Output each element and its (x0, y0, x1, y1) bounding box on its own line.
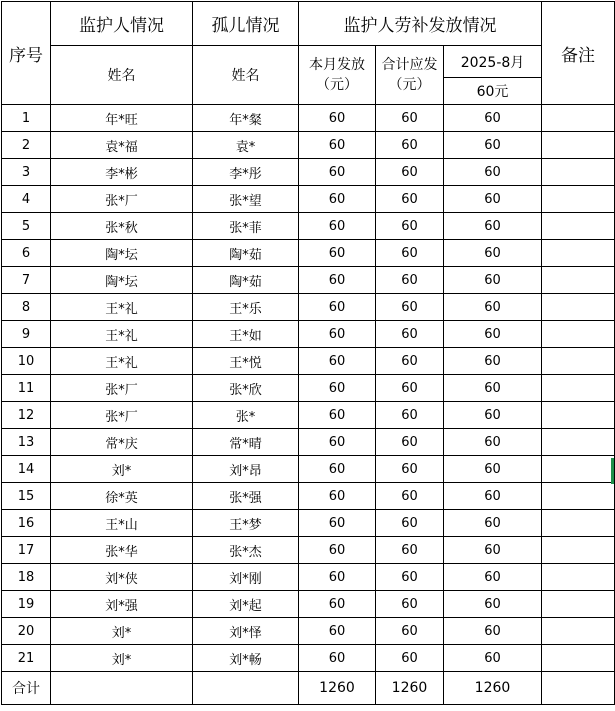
month-amount-cell[interactable]: 60 (444, 186, 542, 213)
orphan-name-cell[interactable]: 李*彤 (193, 159, 299, 186)
orphan-name-cell[interactable]: 王*梦 (193, 510, 299, 537)
month-amount-cell[interactable]: 60 (444, 510, 542, 537)
remark-cell[interactable] (542, 213, 615, 240)
total-issued-cell[interactable]: 1260 (299, 672, 376, 705)
total-month-cell[interactable]: 1260 (444, 672, 542, 705)
this-month-amount-cell[interactable]: 60 (299, 456, 376, 483)
remark-cell[interactable] (542, 267, 615, 294)
month-amount-cell[interactable]: 60 (444, 132, 542, 159)
table-row (2, 564, 615, 591)
seq-cell[interactable]: 14 (2, 456, 51, 483)
this-month-amount-cell[interactable]: 60 (299, 321, 376, 348)
guardian-name-cell[interactable]: 王*礼 (51, 348, 193, 375)
subsidy-table (1, 1, 615, 705)
seq-cell[interactable]: 8 (2, 294, 51, 321)
month-header[interactable]: 2025-8月 (444, 46, 542, 78)
orphan-name-cell[interactable]: 刘*刚 (193, 564, 299, 591)
remark-cell[interactable] (542, 483, 615, 510)
seq-cell[interactable]: 3 (2, 159, 51, 186)
month-amount-cell[interactable]: 60 (444, 618, 542, 645)
month-amount-cell[interactable]: 60 (444, 267, 542, 294)
guardian-name-cell[interactable]: 张*厂 (51, 375, 193, 402)
seq-cell[interactable]: 6 (2, 240, 51, 267)
orphan-name-cell[interactable]: 张*欣 (193, 375, 299, 402)
month-amount-cell[interactable]: 60 (444, 483, 542, 510)
month-amount-cell[interactable]: 60 (444, 159, 542, 186)
orphan-name-cell[interactable]: 刘*怿 (193, 618, 299, 645)
orphan-name-cell[interactable]: 王*如 (193, 321, 299, 348)
this-month-amount-cell[interactable]: 60 (299, 591, 376, 618)
subsidy-group-header[interactable]: 监护人劳补发放情况 (299, 2, 542, 46)
month-amount-cell[interactable]: 60 (444, 537, 542, 564)
guardian-name-cell[interactable]: 刘*强 (51, 591, 193, 618)
guardian-name-cell[interactable]: 王*山 (51, 510, 193, 537)
table-row (2, 240, 615, 267)
remark-cell[interactable] (542, 294, 615, 321)
header-row-1 (2, 2, 615, 46)
month-amount-cell[interactable]: 60 (444, 564, 542, 591)
guardian-name-cell[interactable]: 李*彬 (51, 159, 193, 186)
guardian-name-cell[interactable]: 刘* (51, 645, 193, 672)
table-row (2, 132, 615, 159)
guardian-name-cell[interactable]: 张*华 (51, 537, 193, 564)
guardian-name-cell[interactable]: 袁*福 (51, 132, 193, 159)
remark-cell[interactable] (542, 456, 615, 483)
guardian-name-cell[interactable]: 陶*坛 (51, 267, 193, 294)
seq-cell[interactable]: 1 (2, 105, 51, 132)
this-month-amount-cell[interactable]: 60 (299, 402, 376, 429)
orphan-name-cell[interactable]: 张*菲 (193, 213, 299, 240)
total-row (2, 672, 615, 705)
total-due-cell[interactable]: 60 (376, 537, 444, 564)
this-month-amount-cell[interactable]: 60 (299, 294, 376, 321)
table-row (2, 294, 615, 321)
total-guardian-cell[interactable] (51, 672, 193, 705)
month-amount-cell[interactable]: 60 (444, 645, 542, 672)
this-month-amount-cell[interactable]: 60 (299, 186, 376, 213)
total-due-cell[interactable]: 60 (376, 159, 444, 186)
this-month-amount-cell[interactable]: 60 (299, 348, 376, 375)
guardian-name-cell[interactable]: 张*秋 (51, 213, 193, 240)
this-month-amount-cell[interactable]: 60 (299, 618, 376, 645)
month-amount-cell[interactable]: 60 (444, 591, 542, 618)
guardian-name-header[interactable]: 姓名 (51, 46, 193, 105)
total-due-header[interactable]: 合计应发（元） (376, 46, 444, 105)
month-amount-cell[interactable]: 60 (444, 321, 542, 348)
guardian-name-cell[interactable]: 陶*坛 (51, 240, 193, 267)
table-row (2, 159, 615, 186)
table-row (2, 429, 615, 456)
table-row (2, 483, 615, 510)
remark-cell[interactable] (542, 537, 615, 564)
guardian-group-header[interactable]: 监护人情况 (51, 2, 193, 46)
table-row (2, 510, 615, 537)
guardian-name-cell[interactable]: 徐*英 (51, 483, 193, 510)
seq-cell[interactable]: 9 (2, 321, 51, 348)
month-amount-cell[interactable]: 60 (444, 429, 542, 456)
month-amount-header[interactable]: 60元 (444, 78, 542, 105)
total-due-cell[interactable]: 60 (376, 375, 444, 402)
table-row (2, 537, 615, 564)
total-due-cell[interactable]: 60 (376, 348, 444, 375)
total-due-cell[interactable]: 60 (376, 456, 444, 483)
orphan-name-cell[interactable]: 张*强 (193, 483, 299, 510)
total-due-cell[interactable]: 60 (376, 240, 444, 267)
total-due-cell[interactable]: 60 (376, 294, 444, 321)
selection-marker (611, 458, 614, 484)
table-row (2, 105, 615, 132)
guardian-name-cell[interactable]: 刘*侠 (51, 564, 193, 591)
total-due-cell[interactable]: 60 (376, 429, 444, 456)
seq-cell[interactable]: 20 (2, 618, 51, 645)
orphan-name-cell[interactable]: 刘*昂 (193, 456, 299, 483)
table-row (2, 645, 615, 672)
this-month-amount-cell[interactable]: 60 (299, 240, 376, 267)
table-row (2, 186, 615, 213)
this-month-header[interactable]: 本月发放（元） (299, 46, 376, 105)
remark-cell[interactable] (542, 321, 615, 348)
remark-cell[interactable] (542, 402, 615, 429)
remark-cell[interactable] (542, 618, 615, 645)
seq-cell[interactable]: 15 (2, 483, 51, 510)
orphan-name-cell[interactable]: 年*粲 (193, 105, 299, 132)
total-due-cell[interactable]: 60 (376, 564, 444, 591)
month-amount-cell[interactable]: 60 (444, 240, 542, 267)
table-row (2, 375, 615, 402)
orphan-name-cell[interactable]: 张* (193, 402, 299, 429)
guardian-name-cell[interactable]: 刘* (51, 618, 193, 645)
seq-cell[interactable]: 12 (2, 402, 51, 429)
this-month-amount-cell[interactable]: 60 (299, 159, 376, 186)
total-due-cell[interactable]: 60 (376, 132, 444, 159)
guardian-name-cell[interactable]: 常*庆 (51, 429, 193, 456)
month-amount-cell[interactable]: 60 (444, 213, 542, 240)
total-due-cell[interactable]: 60 (376, 267, 444, 294)
orphan-name-cell[interactable]: 刘*畅 (193, 645, 299, 672)
orphan-name-header[interactable]: 姓名 (193, 46, 299, 105)
month-amount-cell[interactable]: 60 (444, 294, 542, 321)
total-due-cell[interactable]: 60 (376, 510, 444, 537)
remark-header[interactable]: 备注 (542, 2, 615, 105)
table-row (2, 402, 615, 429)
seq-cell[interactable]: 13 (2, 429, 51, 456)
orphan-name-cell[interactable]: 张*望 (193, 186, 299, 213)
this-month-amount-cell[interactable]: 60 (299, 213, 376, 240)
orphan-name-cell[interactable]: 刘*起 (193, 591, 299, 618)
total-due-cell[interactable]: 60 (376, 186, 444, 213)
this-month-amount-cell[interactable]: 60 (299, 483, 376, 510)
guardian-name-cell[interactable]: 张*厂 (51, 402, 193, 429)
total-due-cell[interactable]: 60 (376, 321, 444, 348)
seq-cell[interactable]: 18 (2, 564, 51, 591)
table-row (2, 348, 615, 375)
guardian-name-cell[interactable]: 刘* (51, 456, 193, 483)
total-due-cell[interactable]: 60 (376, 402, 444, 429)
orphan-name-cell[interactable]: 王*悦 (193, 348, 299, 375)
seq-cell[interactable]: 16 (2, 510, 51, 537)
guardian-name-cell[interactable]: 王*礼 (51, 321, 193, 348)
orphan-name-cell[interactable]: 王*乐 (193, 294, 299, 321)
remark-cell[interactable] (542, 132, 615, 159)
month-amount-cell[interactable]: 60 (444, 375, 542, 402)
orphan-name-cell[interactable]: 张*杰 (193, 537, 299, 564)
seq-cell[interactable]: 5 (2, 213, 51, 240)
remark-cell[interactable] (542, 645, 615, 672)
remark-cell[interactable] (542, 348, 615, 375)
this-month-amount-cell[interactable]: 60 (299, 267, 376, 294)
this-month-amount-cell[interactable]: 60 (299, 537, 376, 564)
total-due-cell[interactable]: 60 (376, 105, 444, 132)
seq-cell[interactable]: 11 (2, 375, 51, 402)
this-month-amount-cell[interactable]: 60 (299, 510, 376, 537)
total-due-cell[interactable]: 60 (376, 213, 444, 240)
orphan-name-cell[interactable]: 陶*茹 (193, 267, 299, 294)
table-row (2, 591, 615, 618)
orphan-name-cell[interactable]: 常*晴 (193, 429, 299, 456)
orphan-name-cell[interactable]: 陶*茹 (193, 240, 299, 267)
this-month-amount-cell[interactable]: 60 (299, 105, 376, 132)
total-due-cell[interactable]: 60 (376, 618, 444, 645)
remark-cell[interactable] (542, 105, 615, 132)
this-month-amount-cell[interactable]: 60 (299, 429, 376, 456)
seq-cell[interactable]: 19 (2, 591, 51, 618)
table-row (2, 321, 615, 348)
table-row (2, 618, 615, 645)
this-month-amount-cell[interactable]: 60 (299, 132, 376, 159)
seq-cell[interactable]: 17 (2, 537, 51, 564)
total-label[interactable]: 合计 (2, 672, 51, 705)
remark-cell[interactable] (542, 564, 615, 591)
seq-cell[interactable]: 10 (2, 348, 51, 375)
remark-cell[interactable] (542, 159, 615, 186)
total-due-cell[interactable]: 60 (376, 645, 444, 672)
month-amount-cell[interactable]: 60 (444, 402, 542, 429)
orphan-group-header[interactable]: 孤儿情况 (193, 2, 299, 46)
table-row (2, 456, 615, 483)
guardian-name-cell[interactable]: 年*旺 (51, 105, 193, 132)
guardian-name-cell[interactable]: 王*礼 (51, 294, 193, 321)
table-row (2, 267, 615, 294)
month-amount-cell[interactable]: 60 (444, 105, 542, 132)
month-amount-cell[interactable]: 60 (444, 348, 542, 375)
total-orphan-cell[interactable] (193, 672, 299, 705)
seq-cell[interactable]: 7 (2, 267, 51, 294)
remark-cell[interactable] (542, 591, 615, 618)
seq-cell[interactable]: 21 (2, 645, 51, 672)
remark-cell[interactable] (542, 186, 615, 213)
seq-header[interactable]: 序号 (2, 2, 51, 105)
guardian-name-cell[interactable]: 张*厂 (51, 186, 193, 213)
this-month-amount-cell[interactable]: 60 (299, 564, 376, 591)
remark-cell[interactable] (542, 375, 615, 402)
remark-cell[interactable] (542, 510, 615, 537)
seq-cell[interactable]: 2 (2, 132, 51, 159)
orphan-name-cell[interactable]: 袁* (193, 132, 299, 159)
this-month-amount-cell[interactable]: 60 (299, 375, 376, 402)
total-due-sum-cell[interactable]: 1260 (376, 672, 444, 705)
this-month-amount-cell[interactable]: 60 (299, 645, 376, 672)
month-amount-cell[interactable]: 60 (444, 456, 542, 483)
seq-cell[interactable]: 4 (2, 186, 51, 213)
total-remark-cell[interactable] (542, 672, 615, 705)
remark-cell[interactable] (542, 429, 615, 456)
total-due-cell[interactable]: 60 (376, 483, 444, 510)
table-row (2, 213, 615, 240)
remark-cell[interactable] (542, 240, 615, 267)
total-due-cell[interactable]: 60 (376, 591, 444, 618)
header-row-2 (2, 46, 615, 78)
